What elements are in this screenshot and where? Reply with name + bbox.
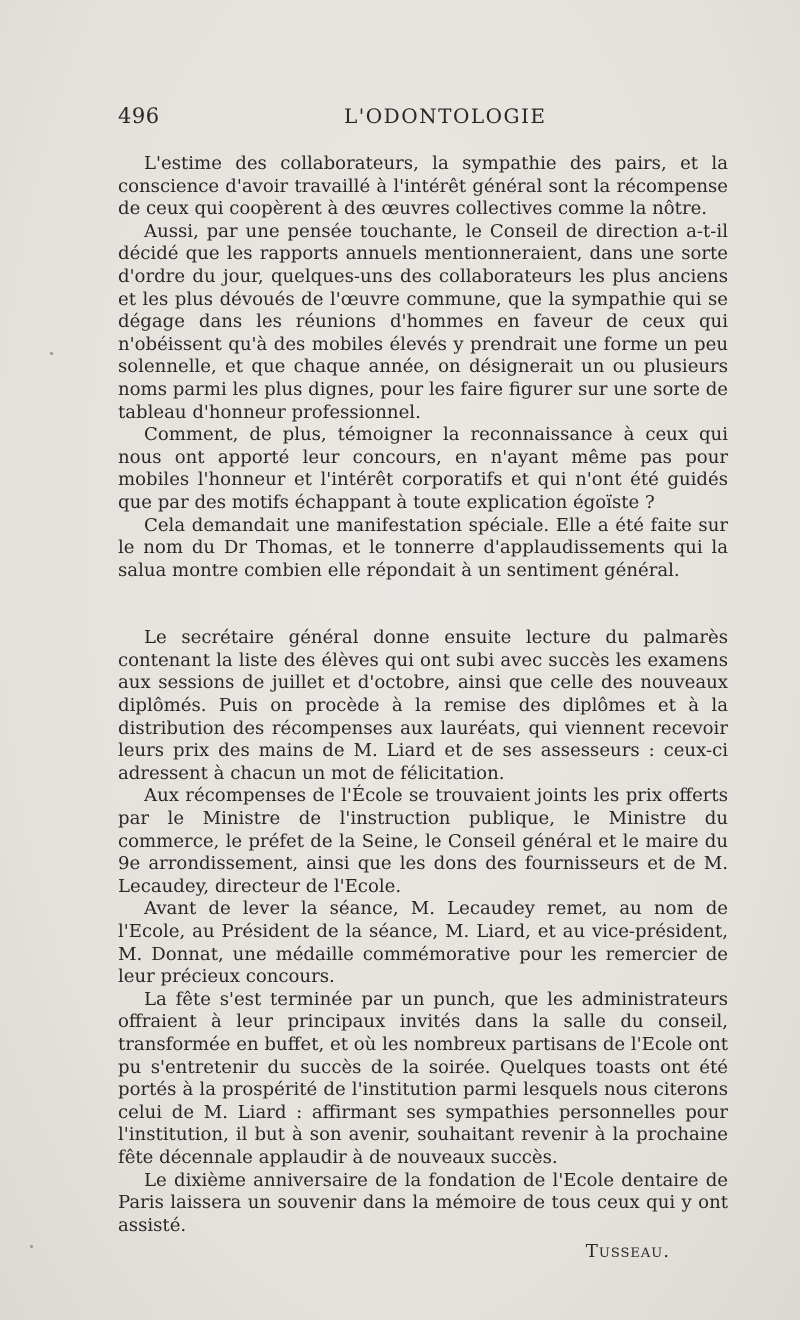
article-body [118, 153, 728, 1264]
section-gap [118, 582, 728, 627]
paragraph: Avant de lever la séance, M. Lecaudey remet, au nom de l'Ecole, au Président de la séance, M. Liard, et au vice-président, M. Donnat, une médaille commémorative pour les remercier de leur précieux concours. [118, 898, 728, 988]
running-head: L'ODONTOLOGIE [344, 104, 547, 128]
paragraph: Le secrétaire général donne ensuite lecture du palmarès contenant la liste des élèves qui ont subi avec succès les examens aux sessions de juillet et d'octobre, ainsi que celle des nouveaux diplômés. Puis on procède à la remise des diplômes et à la distribution des récompenses aux lauréats, qui viennent recevoir leurs prix des mains de M. Liard et de ses assesseurs : ceux-ci adressent à chacun un mot de félicitation. [118, 627, 728, 784]
author-signature: Tusseau. [585, 1241, 670, 1263]
page-number: 496 [118, 104, 160, 128]
paragraph: L'estime des collaborateurs, la sympathie des pairs, et la conscience d'avoir travaillé à l'intérêt général sont la récompense de ceux qui coopèrent à des œuvres collectives comme la nôtre. [118, 153, 728, 220]
paragraph: Comment, de plus, témoigner la reconnaissance à ceux qui nous ont apporté leur concours, en n'ayant même pas pour mobiles l'honneur et l'intérêt corporatifs et qui n'ont été guidés que par des motifs échappant à toute explication égoïste ? [118, 424, 728, 513]
paper-speck [30, 1245, 33, 1248]
paragraph: Aussi, par une pensée touchante, le Conseil de direction a-t-il décidé que les rapports annuels mentionneraient, dans une sorte d'ordre du jour, quelques-uns des collaborateurs les plus anciens et les plus dévoués de l'œuvre commune, que la sympathie qui se dégage dans les réunions d'hommes en faveur de ceux qui n'obéissent qu'à des mobiles élevés y prendrait une forme un peu solennelle, et que chaque année, on désignerait un ou plusieurs noms parmi les plus dignes, pour les faire figurer sur une sorte de tableau d'honneur professionnel. [118, 220, 728, 423]
paragraph: Aux récompenses de l'École se trouvaient joints les prix offerts par le Ministre de l'instruction publique, le Ministre du commerce, le préfet de la Seine, le Conseil général et le maire du 9e arrondissement, ainsi que les dons des fournisseurs et de M. Lecaudey, directeur de l'Ecole. [118, 785, 728, 897]
paragraph: Le dixième anniversaire de la fondation de l'Ecole dentaire de Paris laissera un souvenir dans la mémoire de tous ceux qui y ont assisté. [118, 1169, 728, 1236]
page-header [118, 104, 728, 144]
paragraph: Cela demandait une manifestation spéciale. Elle a été faite sur le nom du Dr Thomas, et le tonnerre d'applaudissements qui la salua montre combien elle répondait à un sentiment général. [118, 514, 728, 581]
paragraph: La fête s'est terminée par un punch, que les administrateurs offraient à leur principaux invités dans la salle du conseil, transformée en buffet, et où les nombreux partisans de l'Ecole ont pu s'entretenir du succès de la soirée. Quelques toasts ont été portés à la prospérité de l'institution parmi lesquels nous citerons celui de M. Liard : affirmant ses sympathies personnelles pour l'institution, il but à son avenir, souhaitant revenir à la prochaine fête décennale applaudir à de nouveaux succès. [118, 988, 728, 1168]
paper-speck [50, 352, 53, 355]
